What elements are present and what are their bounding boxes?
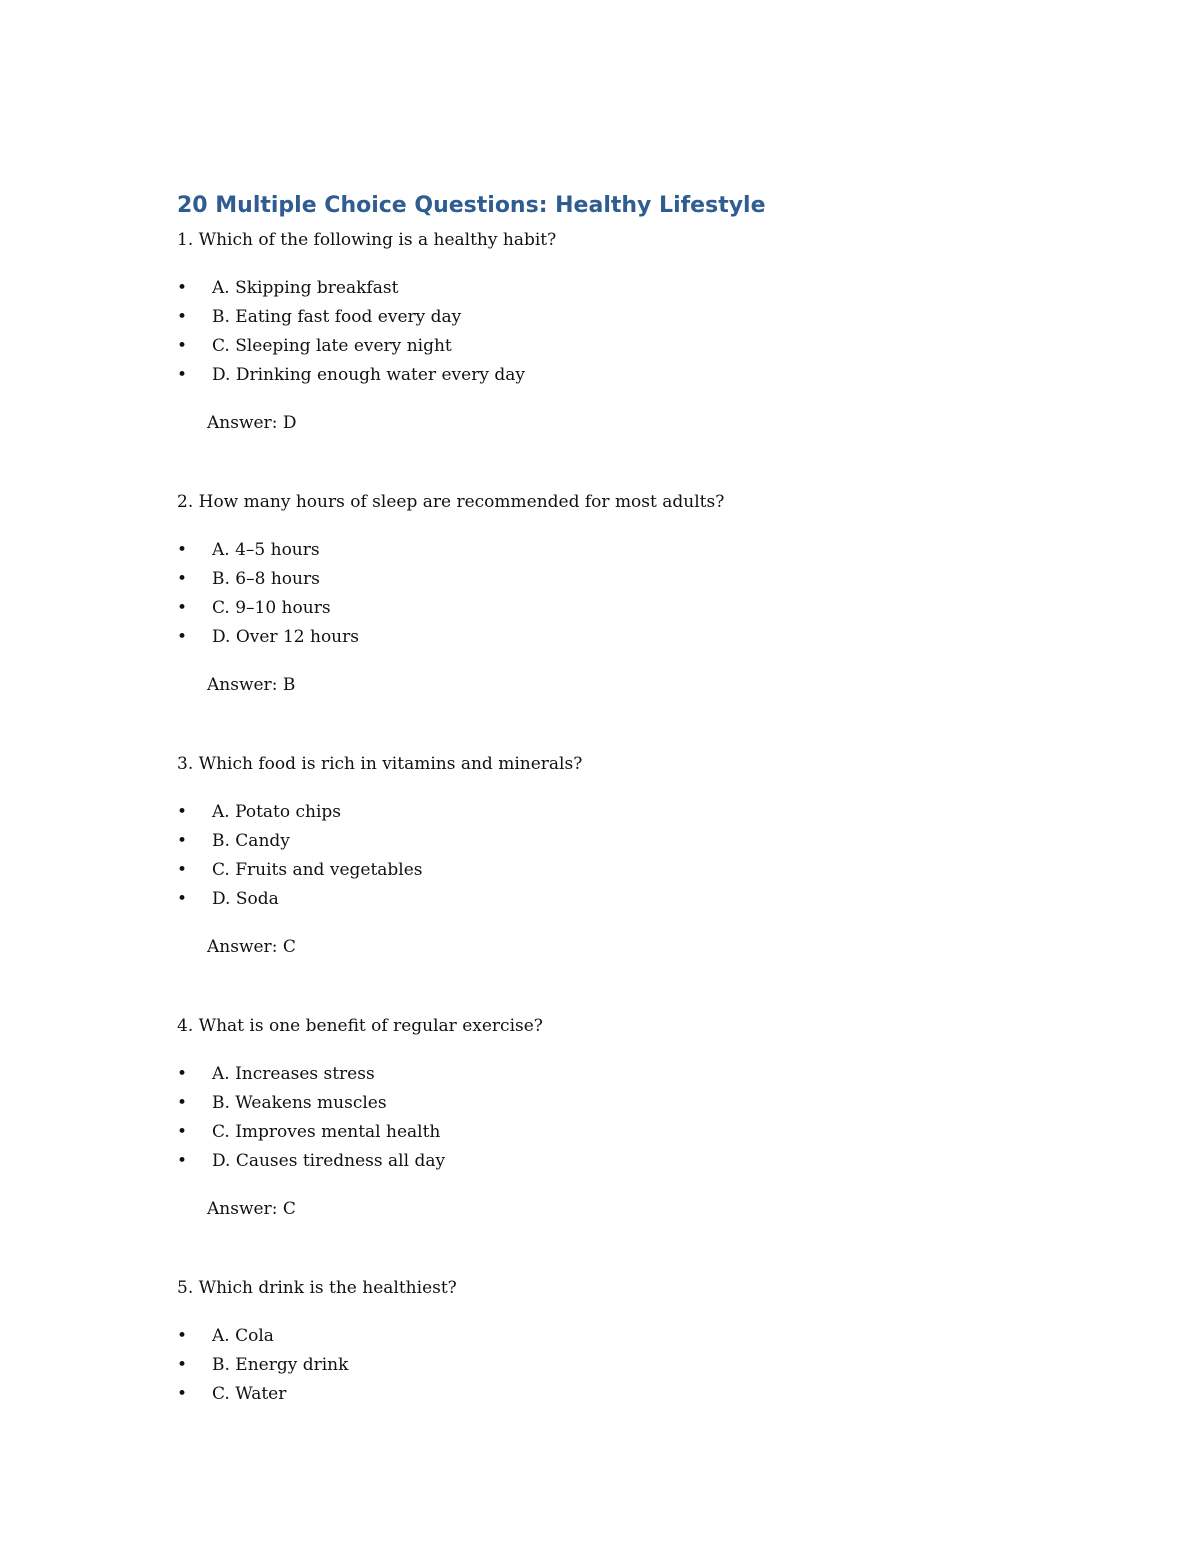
option-item [177, 537, 1077, 566]
option-item [177, 624, 1077, 653]
bullet-icon: • [177, 1093, 188, 1113]
option-item [177, 1381, 1077, 1410]
bullet-icon: • [177, 627, 188, 647]
option-label: D. Over 12 hours [212, 627, 359, 647]
option-label: A. 4–5 hours [212, 540, 320, 560]
option-item [177, 362, 1077, 391]
bullet-icon: • [177, 365, 188, 385]
option-label: C. Water [212, 1384, 287, 1404]
answer-text: Answer: D [207, 413, 297, 433]
option-label: B. Weakens muscles [212, 1093, 387, 1113]
option-label: B. Energy drink [212, 1355, 349, 1375]
option-item [177, 886, 1077, 915]
bullet-icon: • [177, 278, 188, 298]
bullet-icon: • [177, 889, 188, 909]
question-text: 3. Which food is rich in vitamins and minerals? [177, 754, 583, 774]
option-label: C. Fruits and vegetables [212, 860, 423, 880]
option-label: C. Improves mental health [212, 1122, 441, 1142]
bullet-icon: • [177, 336, 188, 356]
option-item [177, 1090, 1077, 1119]
bullet-icon: • [177, 540, 188, 560]
bullet-icon: • [177, 831, 188, 851]
option-label: A. Cola [212, 1326, 274, 1346]
option-item [177, 333, 1077, 362]
bullet-icon: • [177, 1151, 188, 1171]
bullet-icon: • [177, 860, 188, 880]
option-label: D. Drinking enough water every day [212, 365, 525, 385]
bullet-icon: • [177, 1122, 188, 1142]
options-list [177, 275, 1077, 391]
bullet-icon: • [177, 1384, 188, 1404]
options-list [177, 1323, 1077, 1410]
option-label: D. Causes tiredness all day [212, 1151, 446, 1171]
option-label: B. Candy [212, 831, 290, 851]
option-label: A. Potato chips [212, 802, 342, 822]
bullet-icon: • [177, 307, 188, 327]
question-text: 2. How many hours of sleep are recommended for most adults? [177, 492, 725, 512]
option-item [177, 1119, 1077, 1148]
answer-text: Answer: C [207, 937, 296, 957]
option-item [177, 1352, 1077, 1381]
options-list [177, 1061, 1077, 1177]
option-item [177, 828, 1077, 857]
option-label: C. Sleeping late every night [212, 336, 452, 356]
option-item [177, 275, 1077, 304]
question-5 [177, 1275, 1077, 1410]
question-2 [177, 489, 1077, 698]
question-3 [177, 751, 1077, 960]
question-1 [177, 227, 1077, 436]
option-label: D. Soda [212, 889, 279, 909]
option-item [177, 799, 1077, 828]
option-item [177, 857, 1077, 886]
question-text: 5. Which drink is the healthiest? [177, 1278, 457, 1298]
bullet-icon: • [177, 1355, 188, 1375]
document-title: 20 Multiple Choice Questions: Healthy Lifestyle [177, 193, 766, 218]
option-label: B. Eating fast food every day [212, 307, 462, 327]
option-label: A. Skipping breakfast [212, 278, 399, 298]
option-label: C. 9–10 hours [212, 598, 331, 618]
bullet-icon: • [177, 1064, 188, 1084]
question-4 [177, 1013, 1077, 1222]
options-list [177, 537, 1077, 653]
option-item [177, 304, 1077, 333]
option-item [177, 566, 1077, 595]
option-item [177, 595, 1077, 624]
option-label: B. 6–8 hours [212, 569, 320, 589]
answer-text: Answer: C [207, 1199, 296, 1219]
option-item [177, 1148, 1077, 1177]
answer-text: Answer: B [207, 675, 296, 695]
question-text: 1. Which of the following is a healthy habit? [177, 230, 557, 250]
options-list [177, 799, 1077, 915]
bullet-icon: • [177, 802, 188, 822]
bullet-icon: • [177, 1326, 188, 1346]
question-text: 4. What is one benefit of regular exercise? [177, 1016, 543, 1036]
bullet-icon: • [177, 569, 188, 589]
option-item [177, 1061, 1077, 1090]
option-label: A. Increases stress [212, 1064, 375, 1084]
option-item [177, 1323, 1077, 1352]
bullet-icon: • [177, 598, 188, 618]
